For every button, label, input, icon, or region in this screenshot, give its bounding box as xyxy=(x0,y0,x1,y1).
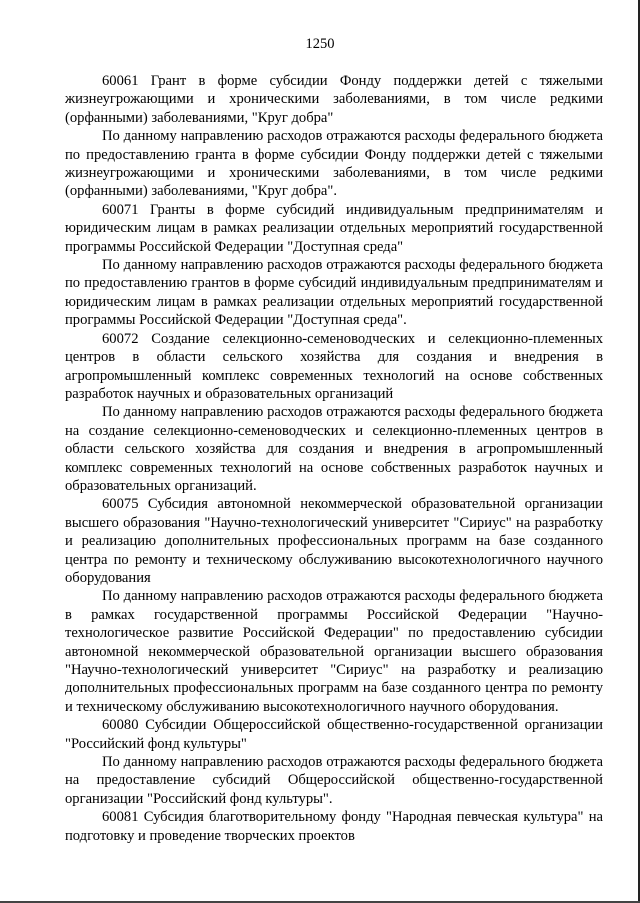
paragraph-60072-heading: 60072 Создание селекционно-семеноводческих и селекционно-племенных центров в области сельского хозяйства для создания и внедрения в агропромышленный комплекс современных технологий на основе собственных разработок научных и образовательных организаций xyxy=(65,330,603,402)
paragraph-60075-description: По данному направлению расходов отражаются расходы федерального бюджета в рамках государственной программы Российской Федерации "Научно-технологическое развитие Российской Федерации" по предоставлению субсидии автономной некоммерческой образовательной организации высшего образования "Научно-технологический университет "Сириус" на разработку и реализацию дополнительных профессиональных программ на базе созданного центра по ремонту и техническому обслуживанию высокотехнологичного научного оборудования. xyxy=(65,588,603,715)
paragraph-60071-description: По данному направлению расходов отражаются расходы федерального бюджета по предоставлению грантов в форме субсидий индивидуальным предпринимателям и юридическим лицам в рамках реализации отдельных мероприятий государственной программы Российской Федерации "Доступная среда". xyxy=(65,257,603,329)
page-number: 1250 xyxy=(305,36,335,52)
paragraph-60081-heading: 60081 Субсидия благотворительному фонду "Народная певческая культура" на подготовку и проведение творческих проектов xyxy=(65,809,603,844)
paragraph-60072-description: По данному направлению расходов отражаются расходы федерального бюджета на создание селекционно-семеноводческих и селекционно-племенных центров в области сельского хозяйства для создания и внедрения в агропромышленный комплекс современных технологий на основе собственных разработок научных и образовательных организаций. xyxy=(65,404,603,494)
paragraph-60071-heading: 60071 Гранты в форме субсидий индивидуальным предпринимателям и юридическим лицам в рамках реализации отдельных мероприятий государственной программы Российской Федерации "Доступная среда" xyxy=(65,201,603,255)
document-body xyxy=(65,72,603,845)
paragraph-60080-description: По данному направлению расходов отражаются расходы федерального бюджета на предоставление субсидий Общероссийской общественно-государственной организации "Российский фонд культуры". xyxy=(65,754,603,807)
paragraph-60061-description: По данному направлению расходов отражаются расходы федерального бюджета по предоставлению гранта в форме субсидии Фонду поддержки детей с тяжелыми жизнеугрожающими и хроническими заболеваниями, в том числе редкими (орфанными) заболеваниями, "Круг добра". xyxy=(65,128,603,200)
paragraph-60061-heading: 60061 Грант в форме субсидии Фонду поддержки детей с тяжелыми жизнеугрожающими и хроническими заболеваниями, в том числе редкими (орфанными) заболеваниями, "Круг добра" xyxy=(65,73,603,126)
paragraph-60075-heading: 60075 Субсидия автономной некоммерческой образовательной организации высшего образования "Научно-технологический университет "Сириус" на разработку и реализацию дополнительных профессиональных программ на базе созданного центра по ремонту и техническому обслуживанию высокотехнологичного научного оборудования xyxy=(65,496,603,586)
paragraph-60080-heading: 60080 Субсидии Общероссийской общественно-государственной организации "Российский фонд культуры" xyxy=(65,717,603,752)
